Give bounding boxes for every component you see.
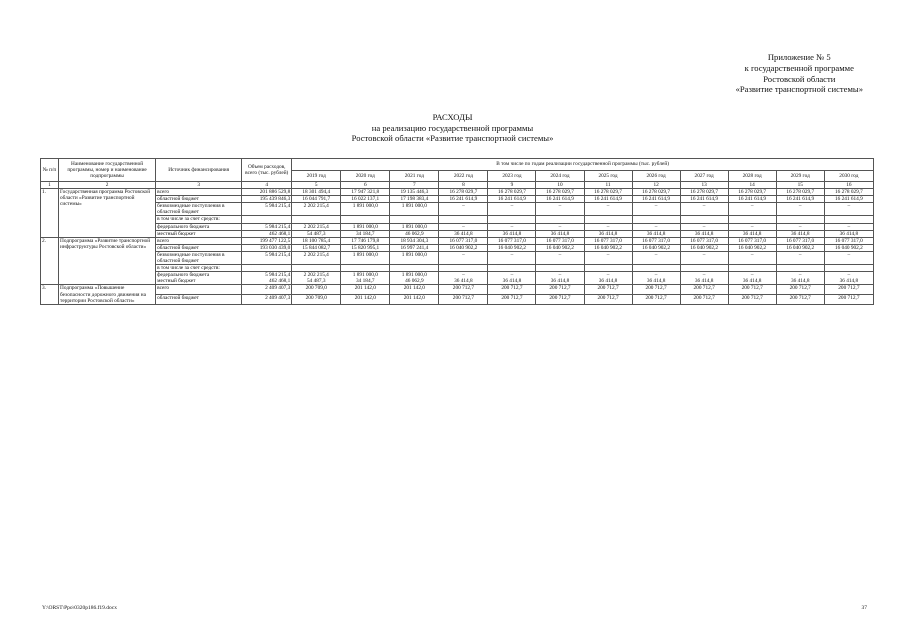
year-cell: 1 891 000,0 (341, 223, 390, 230)
total-cell: 462 468,1 (242, 230, 292, 237)
year-cell: 16 241 614,9 (776, 196, 824, 203)
program-name: Государственная программа Ростовской области «Развитие транспортной системы» (59, 189, 156, 238)
table-row (41, 216, 874, 223)
total-cell: 2 409 407,3 (242, 295, 292, 305)
program-number: 1. (41, 189, 59, 238)
year-value: 34 184,7 (356, 278, 375, 285)
year-cell: – (439, 203, 488, 216)
column-number: 12 (632, 182, 680, 189)
source-cell: всего (156, 237, 242, 244)
header-year: 2030 год (824, 170, 873, 182)
column-number: 15 (776, 182, 824, 189)
column-number: 8 (439, 182, 488, 189)
year-value: 36 414,8 (646, 278, 666, 285)
year-cell: 18 934 304,3 (390, 237, 439, 244)
year-cell: 200 712,7 (728, 295, 776, 305)
year-cell (439, 216, 488, 223)
column-number: 13 (680, 182, 728, 189)
year-cell (439, 265, 488, 272)
appendix-line: к государственной программе (744, 62, 854, 73)
year-value: 36 414,8 (502, 278, 522, 285)
year-cell: 16 077 317,0 (824, 237, 873, 244)
table-row (41, 265, 874, 272)
year-cell: 16 077 317,0 (488, 237, 536, 244)
source-cell: всего (156, 285, 242, 295)
expenses-table (40, 158, 874, 305)
year-cell: 16 040 902,2 (488, 244, 536, 251)
year-cell: 16 077 317,0 (584, 237, 632, 244)
year-cell: – (728, 203, 776, 216)
year-value: 1 891 000,0 (352, 272, 378, 279)
year-cell (341, 216, 390, 223)
year-value: 36 414,8 (694, 278, 714, 285)
year-cell: 36 414,8 (632, 230, 680, 237)
year-cell: – (776, 223, 824, 230)
source-label: федерального бюджета (157, 272, 210, 279)
header-year: 2024 год (536, 170, 584, 182)
year-cell: 36 414,8 (776, 230, 824, 237)
year-cell: 18 100 785,4 (292, 237, 341, 244)
year-cell: 16 241 614,9 (536, 196, 584, 203)
year-cell: – (728, 251, 776, 264)
year-cell (824, 265, 873, 272)
year-cell: 200 712,7 (824, 295, 873, 305)
year-cell: 19 135 446,3 (390, 189, 439, 196)
year-value: 36 414,8 (839, 278, 859, 285)
year-cell: – (584, 251, 632, 264)
column-number: 3 (156, 182, 242, 189)
year-cell (776, 272, 824, 285)
expenses-table-wrapper (40, 158, 874, 305)
year-cell: 200 712,7 (439, 295, 488, 305)
year-cell: 200 712,7 (776, 295, 824, 305)
year-cell: 1 891 000,0 (390, 251, 439, 264)
year-cell (584, 265, 632, 272)
year-cell (584, 216, 632, 223)
appendix-header (736, 52, 863, 95)
year-cell (680, 216, 728, 223)
year-cell: 15 820 995,1 (341, 244, 390, 251)
column-number: 11 (584, 182, 632, 189)
column-number: 6 (341, 182, 390, 189)
year-cell: – (632, 251, 680, 264)
year-value: – (702, 272, 706, 279)
table-row (41, 196, 874, 203)
program-number: 3. (41, 285, 59, 304)
year-cell (776, 265, 824, 272)
header-year: 2019 год (292, 170, 341, 182)
year-cell: 1 891 000,0 (341, 203, 390, 216)
header-year: 2026 год (632, 170, 680, 182)
page-number: 37 (861, 605, 867, 611)
year-cell (488, 272, 536, 285)
year-cell (728, 272, 776, 285)
total-value: 462 468,1 (269, 278, 291, 285)
year-cell: – (584, 203, 632, 216)
year-value: 36 414,8 (598, 278, 618, 285)
column-number: 5 (292, 182, 341, 189)
table-row (41, 237, 874, 244)
table-row (41, 230, 874, 237)
year-cell (292, 265, 341, 272)
program-name: Подпрограмма «Повышение безопасности дорожного движения на территории Ростовской области» (59, 285, 156, 304)
total-cell: 193 030 439,0 (242, 244, 292, 251)
year-cell: 16 241 614,9 (488, 196, 536, 203)
year-cell: 2 202 215,4 (292, 203, 341, 216)
document-title (0, 112, 905, 144)
total-cell (242, 272, 292, 285)
year-cell: 16 040 902,2 (728, 244, 776, 251)
table-row (41, 244, 874, 251)
year-cell (728, 265, 776, 272)
source-cell: всего (156, 189, 242, 196)
year-cell: 16 241 614,9 (584, 196, 632, 203)
header-year: 2022 год (439, 170, 488, 182)
year-cell: 2 202 215,4 (292, 223, 341, 230)
table-row (41, 272, 874, 285)
year-cell: 200 712,7 (536, 285, 584, 295)
table-row (41, 285, 874, 295)
year-cell: – (728, 223, 776, 230)
total-cell (242, 265, 292, 272)
year-cell: 34 184,7 (341, 230, 390, 237)
year-cell: – (632, 223, 680, 230)
year-cell: 16 040 902,2 (680, 244, 728, 251)
source-cell: в том числе за счет средств: (156, 265, 242, 272)
year-cell: 200 712,7 (776, 285, 824, 295)
year-cell: 16 077 317,0 (536, 237, 584, 244)
year-cell: 200 712,7 (584, 295, 632, 305)
year-value: – (847, 272, 851, 279)
year-cell: 17 746 179,8 (341, 237, 390, 244)
year-cell: – (439, 251, 488, 264)
source-cell (156, 272, 242, 285)
year-cell: – (776, 203, 824, 216)
header-total: Объем расходов, всего (тыс. рублей) (242, 159, 292, 182)
year-value: – (606, 272, 610, 279)
year-value: – (798, 272, 802, 279)
year-cell: 16 278 029,7 (536, 189, 584, 196)
year-cell: 16 278 029,7 (584, 189, 632, 196)
year-cell: 201 142,0 (390, 295, 439, 305)
program-number: 2. (41, 237, 59, 285)
year-cell: 200 712,7 (488, 285, 536, 295)
year-cell: 200 712,7 (536, 295, 584, 305)
table-row (41, 189, 874, 196)
year-cell: 200 712,7 (824, 285, 873, 295)
year-cell (390, 265, 439, 272)
year-cell (776, 216, 824, 223)
header-source: Источник финансирования (156, 159, 242, 182)
year-cell: – (680, 251, 728, 264)
year-cell: – (824, 203, 873, 216)
year-cell: – (584, 223, 632, 230)
appendix-line: Ростовской области (763, 73, 836, 84)
year-cell: 15 844 082,7 (292, 244, 341, 251)
year-cell: 201 142,0 (341, 295, 390, 305)
year-cell: – (488, 223, 536, 230)
year-cell: 16 241 614,9 (728, 196, 776, 203)
year-cell: 16 040 902,2 (632, 244, 680, 251)
year-value: 36 414,8 (454, 278, 473, 285)
year-cell (680, 272, 728, 285)
total-cell (242, 216, 292, 223)
source-cell: безвозмездные поступления в областной бюджет (156, 203, 242, 216)
year-cell: 16 077 317,0 (439, 237, 488, 244)
source-cell: областной бюджет (156, 196, 242, 203)
total-cell: 195 439 846,3 (242, 196, 292, 203)
appendix-line: «Развитие транспортной системы» (735, 84, 863, 95)
year-cell: 200 712,7 (632, 295, 680, 305)
year-cell: 200 712,7 (632, 285, 680, 295)
year-cell: 18 301 494,4 (292, 189, 341, 196)
year-cell: 1 891 000,0 (341, 251, 390, 264)
header-year: 2020 год (341, 170, 390, 182)
year-cell: 16 241 614,9 (680, 196, 728, 203)
year-value: 2 202 215,4 (303, 272, 329, 279)
year-cell: 36 414,8 (488, 230, 536, 237)
header-row (41, 159, 874, 171)
header-year: 2021 год (390, 170, 439, 182)
year-cell: 201 142,0 (390, 285, 439, 295)
year-value: 36 414,8 (790, 278, 810, 285)
column-number: 14 (728, 182, 776, 189)
year-cell: 16 278 029,7 (488, 189, 536, 196)
year-cell: 36 414,8 (728, 230, 776, 237)
column-number: 1 (41, 182, 59, 189)
year-cell (536, 216, 584, 223)
year-cell: 36 414,8 (584, 230, 632, 237)
header-year: 2027 год (680, 170, 728, 182)
year-cell: 16 077 317,0 (680, 237, 728, 244)
year-cell (390, 216, 439, 223)
column-number: 9 (488, 182, 536, 189)
year-cell: 200 709,0 (292, 285, 341, 295)
source-cell: федерального бюджета (156, 223, 242, 230)
year-cell (536, 265, 584, 272)
year-cell: 36 414,8 (439, 230, 488, 237)
column-number: 4 (242, 182, 292, 189)
year-cell: 16 040 902,2 (776, 244, 824, 251)
year-cell: 54 487,3 (292, 230, 341, 237)
year-value: 46 062,9 (405, 278, 424, 285)
title-line: на реализацию государственной программы (371, 122, 534, 133)
year-cell: 200 712,7 (584, 285, 632, 295)
year-cell: 36 414,8 (680, 230, 728, 237)
year-cell: 16 278 029,7 (439, 189, 488, 196)
year-cell: 200 712,7 (439, 285, 488, 295)
year-cell: – (488, 251, 536, 264)
total-cell: 2 409 407,3 (242, 285, 292, 295)
header-by-years: В том числе по годам реализации государственной программы (тыс. рублей) (292, 159, 874, 171)
year-cell (341, 265, 390, 272)
year-cell (824, 216, 873, 223)
source-cell: областной бюджет (156, 295, 242, 305)
year-cell (292, 272, 341, 285)
appendix-line: Приложение № 5 (767, 52, 831, 62)
column-number: 2 (59, 182, 156, 189)
year-cell (728, 216, 776, 223)
year-cell: – (776, 251, 824, 264)
source-cell: безвозмездные поступления в областной бюджет (156, 251, 242, 264)
file-path: Y:\ORST\Ppo\0320p186.f19.docx (42, 605, 117, 611)
year-value: 36 414,8 (742, 278, 762, 285)
year-cell: 16 278 029,7 (632, 189, 680, 196)
total-cell: 201 886 529,8 (242, 189, 292, 196)
source-label: местный бюджет (157, 278, 196, 285)
year-cell (680, 265, 728, 272)
year-cell: – (632, 203, 680, 216)
year-cell: 200 709,0 (292, 295, 341, 305)
year-cell: 16 278 029,7 (728, 189, 776, 196)
total-cell: 5 984 215,4 (242, 223, 292, 230)
year-cell: – (680, 203, 728, 216)
year-cell: – (680, 223, 728, 230)
year-cell: – (536, 251, 584, 264)
year-cell: 16 077 317,0 (776, 237, 824, 244)
year-value: 54 487,3 (306, 278, 326, 285)
year-cell: 16 040 902,2 (584, 244, 632, 251)
year-cell: 16 044 791,7 (292, 196, 341, 203)
table-row (41, 295, 874, 305)
table-row (41, 203, 874, 216)
year-value: – (510, 272, 514, 279)
year-cell: 2 202 215,4 (292, 251, 341, 264)
year-cell: 36 414,8 (536, 230, 584, 237)
year-cell: 46 062,9 (390, 230, 439, 237)
year-cell: 16 997 241,4 (390, 244, 439, 251)
year-cell: – (824, 251, 873, 264)
year-cell: 36 414,8 (824, 230, 873, 237)
year-value: – (462, 272, 465, 279)
year-cell: 16 077 317,0 (632, 237, 680, 244)
year-cell: – (824, 223, 873, 230)
total-cell: 5 984 215,4 (242, 203, 292, 216)
year-cell (341, 272, 390, 285)
year-cell: 16 040 902,2 (536, 244, 584, 251)
year-cell: – (439, 223, 488, 230)
year-cell: 201 142,0 (341, 285, 390, 295)
year-cell: 1 891 000,0 (390, 203, 439, 216)
column-number: 10 (536, 182, 584, 189)
year-cell (439, 272, 488, 285)
year-cell: 200 712,7 (488, 295, 536, 305)
column-numbers-row (41, 182, 874, 189)
year-cell: 200 712,7 (728, 285, 776, 295)
year-cell: 1 891 000,0 (390, 223, 439, 230)
year-cell: 200 712,7 (680, 295, 728, 305)
year-value: – (750, 272, 754, 279)
program-name: Подпрограмма «Развитие транспортной инфраструктуры Ростовской области» (59, 237, 156, 285)
total-value: 5 984 215,4 (265, 272, 291, 279)
header-year: 2025 год (584, 170, 632, 182)
header-year: 2029 год (776, 170, 824, 182)
total-cell: 5 984 215,4 (242, 251, 292, 264)
source-cell: местный бюджет (156, 230, 242, 237)
year-cell (632, 272, 680, 285)
year-cell: 16 040 902,2 (824, 244, 873, 251)
year-value: – (654, 272, 658, 279)
year-cell: 17 947 321,8 (341, 189, 390, 196)
year-value: 1 891 000,0 (401, 272, 427, 279)
year-cell: 16 278 029,7 (680, 189, 728, 196)
table-row (41, 251, 874, 264)
year-cell (632, 216, 680, 223)
year-cell: – (488, 203, 536, 216)
header-name: Наименование государственной программы, номер и наименование подпрограммы (59, 159, 156, 182)
source-cell: областной бюджет (156, 244, 242, 251)
year-value: 36 414,8 (550, 278, 570, 285)
year-cell (824, 272, 873, 285)
year-cell: – (536, 223, 584, 230)
year-cell (632, 265, 680, 272)
year-value: – (558, 272, 562, 279)
column-number: 7 (390, 182, 439, 189)
year-cell (488, 265, 536, 272)
year-cell: 16 278 029,7 (776, 189, 824, 196)
header-year: 2023 год (488, 170, 536, 182)
year-cell: 16 077 317,0 (728, 237, 776, 244)
year-cell (390, 272, 439, 285)
year-cell: 16 040 902,2 (439, 244, 488, 251)
year-cell: 16 022 137,1 (341, 196, 390, 203)
year-cell (488, 216, 536, 223)
header-year: 2028 год (728, 170, 776, 182)
total-cell: 199 477 122,5 (242, 237, 292, 244)
year-cell: 16 241 614,9 (632, 196, 680, 203)
year-cell: 16 241 614,9 (439, 196, 488, 203)
year-cell: 16 278 029,7 (824, 189, 873, 196)
year-cell (536, 272, 584, 285)
column-number: 16 (824, 182, 873, 189)
header-num: № п/п (41, 159, 59, 182)
year-cell: 200 712,7 (680, 285, 728, 295)
year-cell (584, 272, 632, 285)
title-line: Ростовской области «Развитие транспортной системы» (351, 133, 554, 144)
title-line: РАСХОДЫ (432, 112, 473, 122)
source-cell: в том числе за счет средств: (156, 216, 242, 223)
year-cell: 16 241 614,9 (824, 196, 873, 203)
table-row (41, 223, 874, 230)
year-cell: 17 198 383,4 (390, 196, 439, 203)
year-cell (292, 216, 341, 223)
year-cell: – (536, 203, 584, 216)
